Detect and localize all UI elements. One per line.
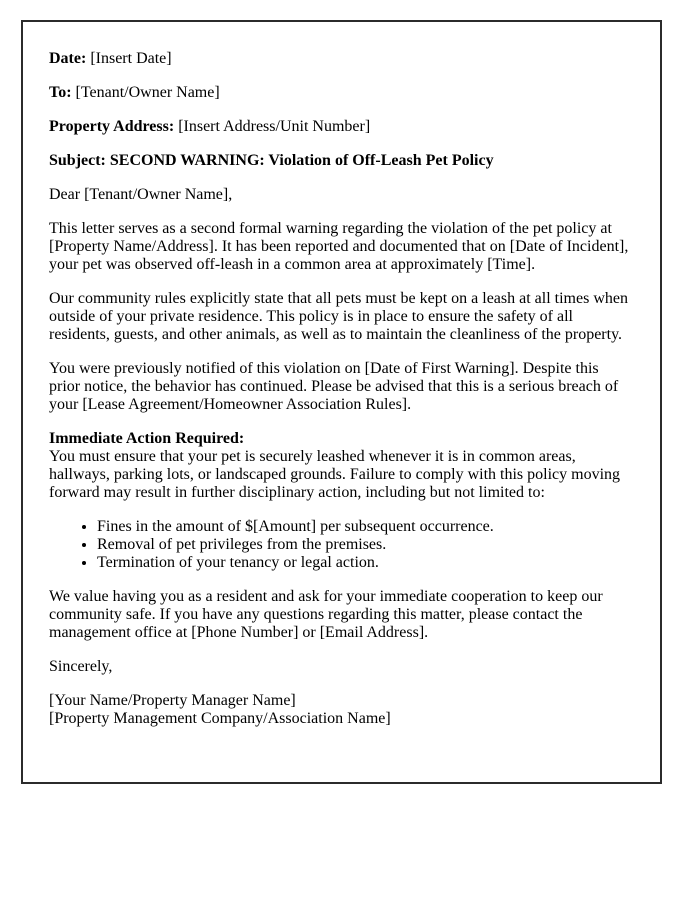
paragraph-prior-notice: You were previously notified of this violation on [Date of First Warning]. Despite this prior notice, the behavior has continued. Please be advised that this is a serious breach of your [Lease Agreement/Homeowner Association Rules].	[49, 360, 619, 413]
property-address-value: [Insert Address/Unit Number]	[174, 118, 371, 135]
property-address-field	[49, 118, 633, 136]
consequences-list	[49, 518, 633, 572]
to-label: To:	[49, 84, 72, 101]
date-label: Date:	[49, 50, 87, 67]
date-field	[49, 50, 633, 68]
signature-company-line: [Property Management Company/Association Name]	[49, 710, 391, 727]
immediate-action-body: You must ensure that your pet is securely leashed whenever it is in common areas, hallways, parking lots, or landscaped grounds. Failure to comply with this policy moving forward may result in further disciplinary action, including but not limited to:	[49, 448, 621, 501]
signature-block	[49, 692, 633, 728]
signature-name-line: [Your Name/Property Manager Name]	[49, 692, 296, 709]
to-field	[49, 84, 633, 102]
to-value: [Tenant/Owner Name]	[71, 84, 220, 101]
list-item-termination: • Termination of your tenancy or legal action.	[97, 554, 633, 572]
letter-document	[21, 20, 662, 784]
subject-text: Subject: SECOND WARNING: Violation of Off-Leash Pet Policy	[49, 152, 494, 169]
immediate-action-paragraph	[49, 430, 633, 502]
signoff: Sincerely,	[49, 658, 113, 675]
paragraph-warning-intro: This letter serves as a second formal warning regarding the violation of the pet policy at [Property Name/Address]. It has been reported and documented that on [Date of Incident], your pet was observed off-leash in a common area at approximately [Time].	[49, 220, 629, 273]
list-item-removal: • Removal of pet privileges from the premises.	[97, 536, 633, 554]
list-item-fines: • Fines in the amount of $[Amount] per subsequent occurrence.	[97, 518, 633, 536]
paragraph-community-rules: Our community rules explicitly state that all pets must be kept on a leash at all times when outside of your private residence. This policy is in place to ensure the safety of all residents, guests, and other animals, as well as to maintain the cleanliness of the property.	[49, 290, 628, 343]
salutation: Dear [Tenant/Owner Name],	[49, 186, 233, 203]
property-address-label: Property Address:	[49, 118, 175, 135]
date-value: [Insert Date]	[86, 50, 172, 67]
closing-paragraph: We value having you as a resident and ask for your immediate cooperation to keep our community safe. If you have any questions regarding this matter, please contact the management office at [Phone Number] or [Email Address].	[49, 588, 603, 641]
subject-line	[49, 152, 633, 170]
immediate-action-heading: Immediate Action Required:	[49, 430, 245, 447]
